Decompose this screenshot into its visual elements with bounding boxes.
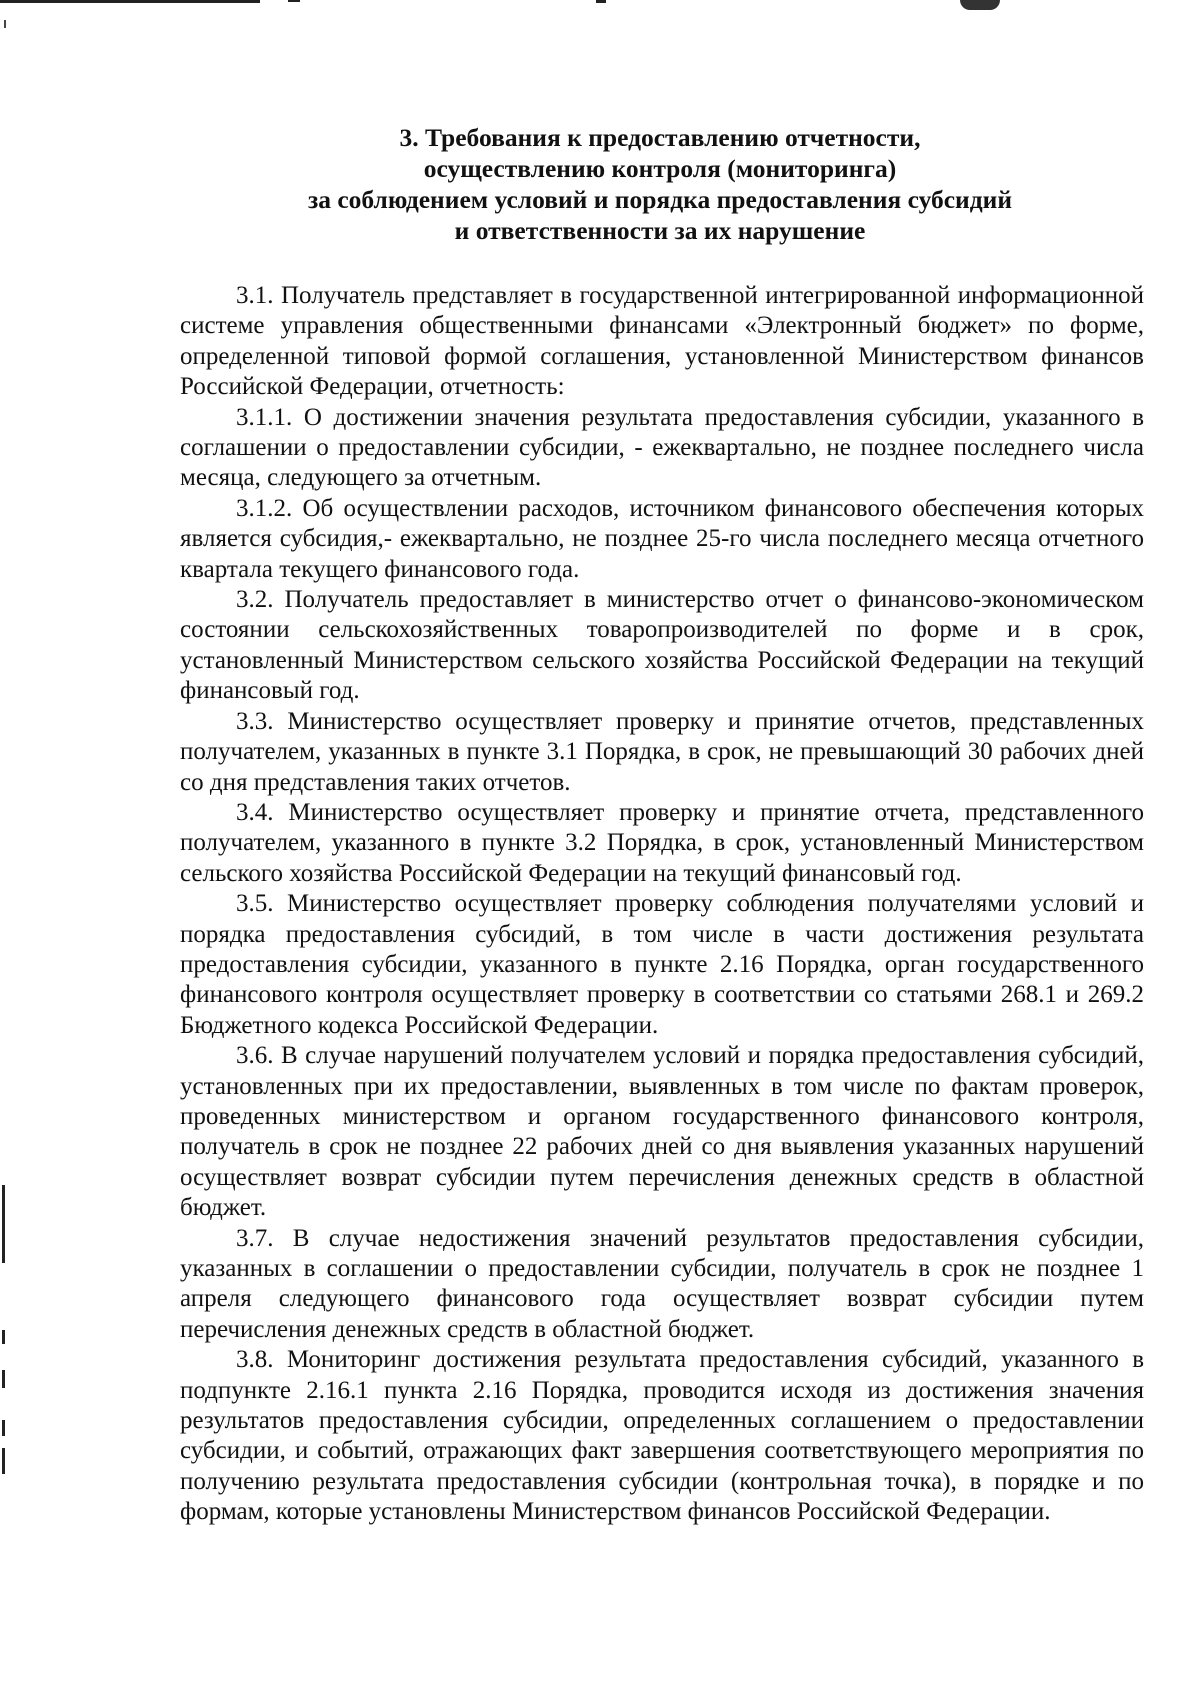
paragraph-3-4: 3.4. Министерство осуществляет проверку и принятие отчета, представленного получателем, указанного в пункте 3.2 Порядка, в срок, установленный Министерством сельского хозяйства Российской Федерации на текущий финансовый год. <box>180 798 1144 887</box>
paragraph-3-3: 3.3. Министерство осуществляет проверку и принятие отчетов, представленных получателем, указанных в пункте 3.1 Порядка, в срок, не превышающий 30 рабочих дней со дня представления таких отчетов. <box>180 707 1144 796</box>
scan-margin-mark <box>2 1185 5 1263</box>
paragraph-3-8: 3.8. Мониторинг достижения результата предоставления субсидий, указанного в подпункте 2.16.1 пункта 2.16 Порядка, проводится исходя из достижения значения результатов предоставления субсидии, определенных соглашением о предоставлении субсидии, и событий, отражающих факт завершения соответствующего мероприятия по получению результата предоставления субсидии (контрольная точка), в порядке и по формам, которые установлены Министерством финансов Российской Федерации. <box>180 1346 1144 1526</box>
document-body <box>180 281 1144 1528</box>
paragraph-3-2: 3.2. Получатель предоставляет в министерство отчет о финансово-экономическом состоянии сельскохозяйственных товаропроизводителей по форме и в срок, установленный Министерством сельского хозяйства Российской Федерации на текущий финансовый год. <box>180 586 1144 705</box>
paragraph-3-1-2: 3.1.2. Об осуществлении расходов, источником финансового обеспечения которых является субсидия,- ежеквартально, не позднее 25-го числа последнего месяца отчетного квартала текущего финансового года. <box>180 494 1144 583</box>
scan-margin-mark <box>2 1420 5 1436</box>
heading-line: осуществлению контроля (мониторинга) <box>423 154 897 183</box>
scan-artifact <box>0 0 260 3</box>
paragraph-3-5: 3.5. Министерство осуществляет проверку соблюдения получателями условий и порядка предоставления субсидий, в том числе в части достижения результата предоставления субсидии, указанного в пункте 2.16 Порядка, орган государственного финансового контроля осуществляет проверку в соответствии со статьями 268.1 и 269.2 Бюджетного кодекса Российской Федерации. <box>180 890 1144 1039</box>
scan-margin-mark <box>2 1448 5 1474</box>
paragraph-3-1: 3.1. Получатель представляет в государственной интегрированной информационной системе управления общественными финансами «Электронный бюджет» по форме, определенной типовой формой соглашения, установленной Министерством финансов Российской Федерации, отчетность: <box>180 282 1144 401</box>
heading-line: 3. Требования к предоставлению отчетности, <box>399 123 921 152</box>
heading-line: и ответственности за их нарушение <box>454 216 866 245</box>
heading-line: за соблюдением условий и порядка предоставления субсидий <box>307 185 1013 214</box>
scan-margin-mark <box>2 1370 5 1388</box>
paragraph-3-6: 3.6. В случае нарушений получателем условий и порядка предоставления субсидий, установленных при их предоставлении, выявленных в том числе по фактам проверок, проведенных министерством и органом государственного финансового контроля, получатель в срок не позднее 22 рабочих дней со дня выявления указанных нарушений осуществляет возврат субсидии путем перечисления денежных средств в областной бюджет. <box>180 1042 1144 1222</box>
scan-artifact <box>596 0 606 3</box>
scan-margin-mark <box>2 1330 5 1344</box>
paragraph-3-7: 3.7. В случае недостижения значений результатов предоставления субсидии, указанных в соглашении о предоставлении субсидии, получатель в срок не позднее 1 апреля следующего финансового года осуществляет возврат субсидии путем перечисления денежных средств в областной бюджет. <box>180 1224 1144 1343</box>
paragraph-3-1-1: 3.1.1. О достижении значения результата предоставления субсидии, указанного в соглашении о предоставлении субсидии, - ежеквартально, не позднее последнего числа месяца, следующего за отчетным. <box>180 403 1144 492</box>
scan-artifact <box>4 20 6 28</box>
section-heading <box>180 122 1140 246</box>
scan-artifact <box>960 0 1000 10</box>
scan-artifact <box>288 0 300 2</box>
